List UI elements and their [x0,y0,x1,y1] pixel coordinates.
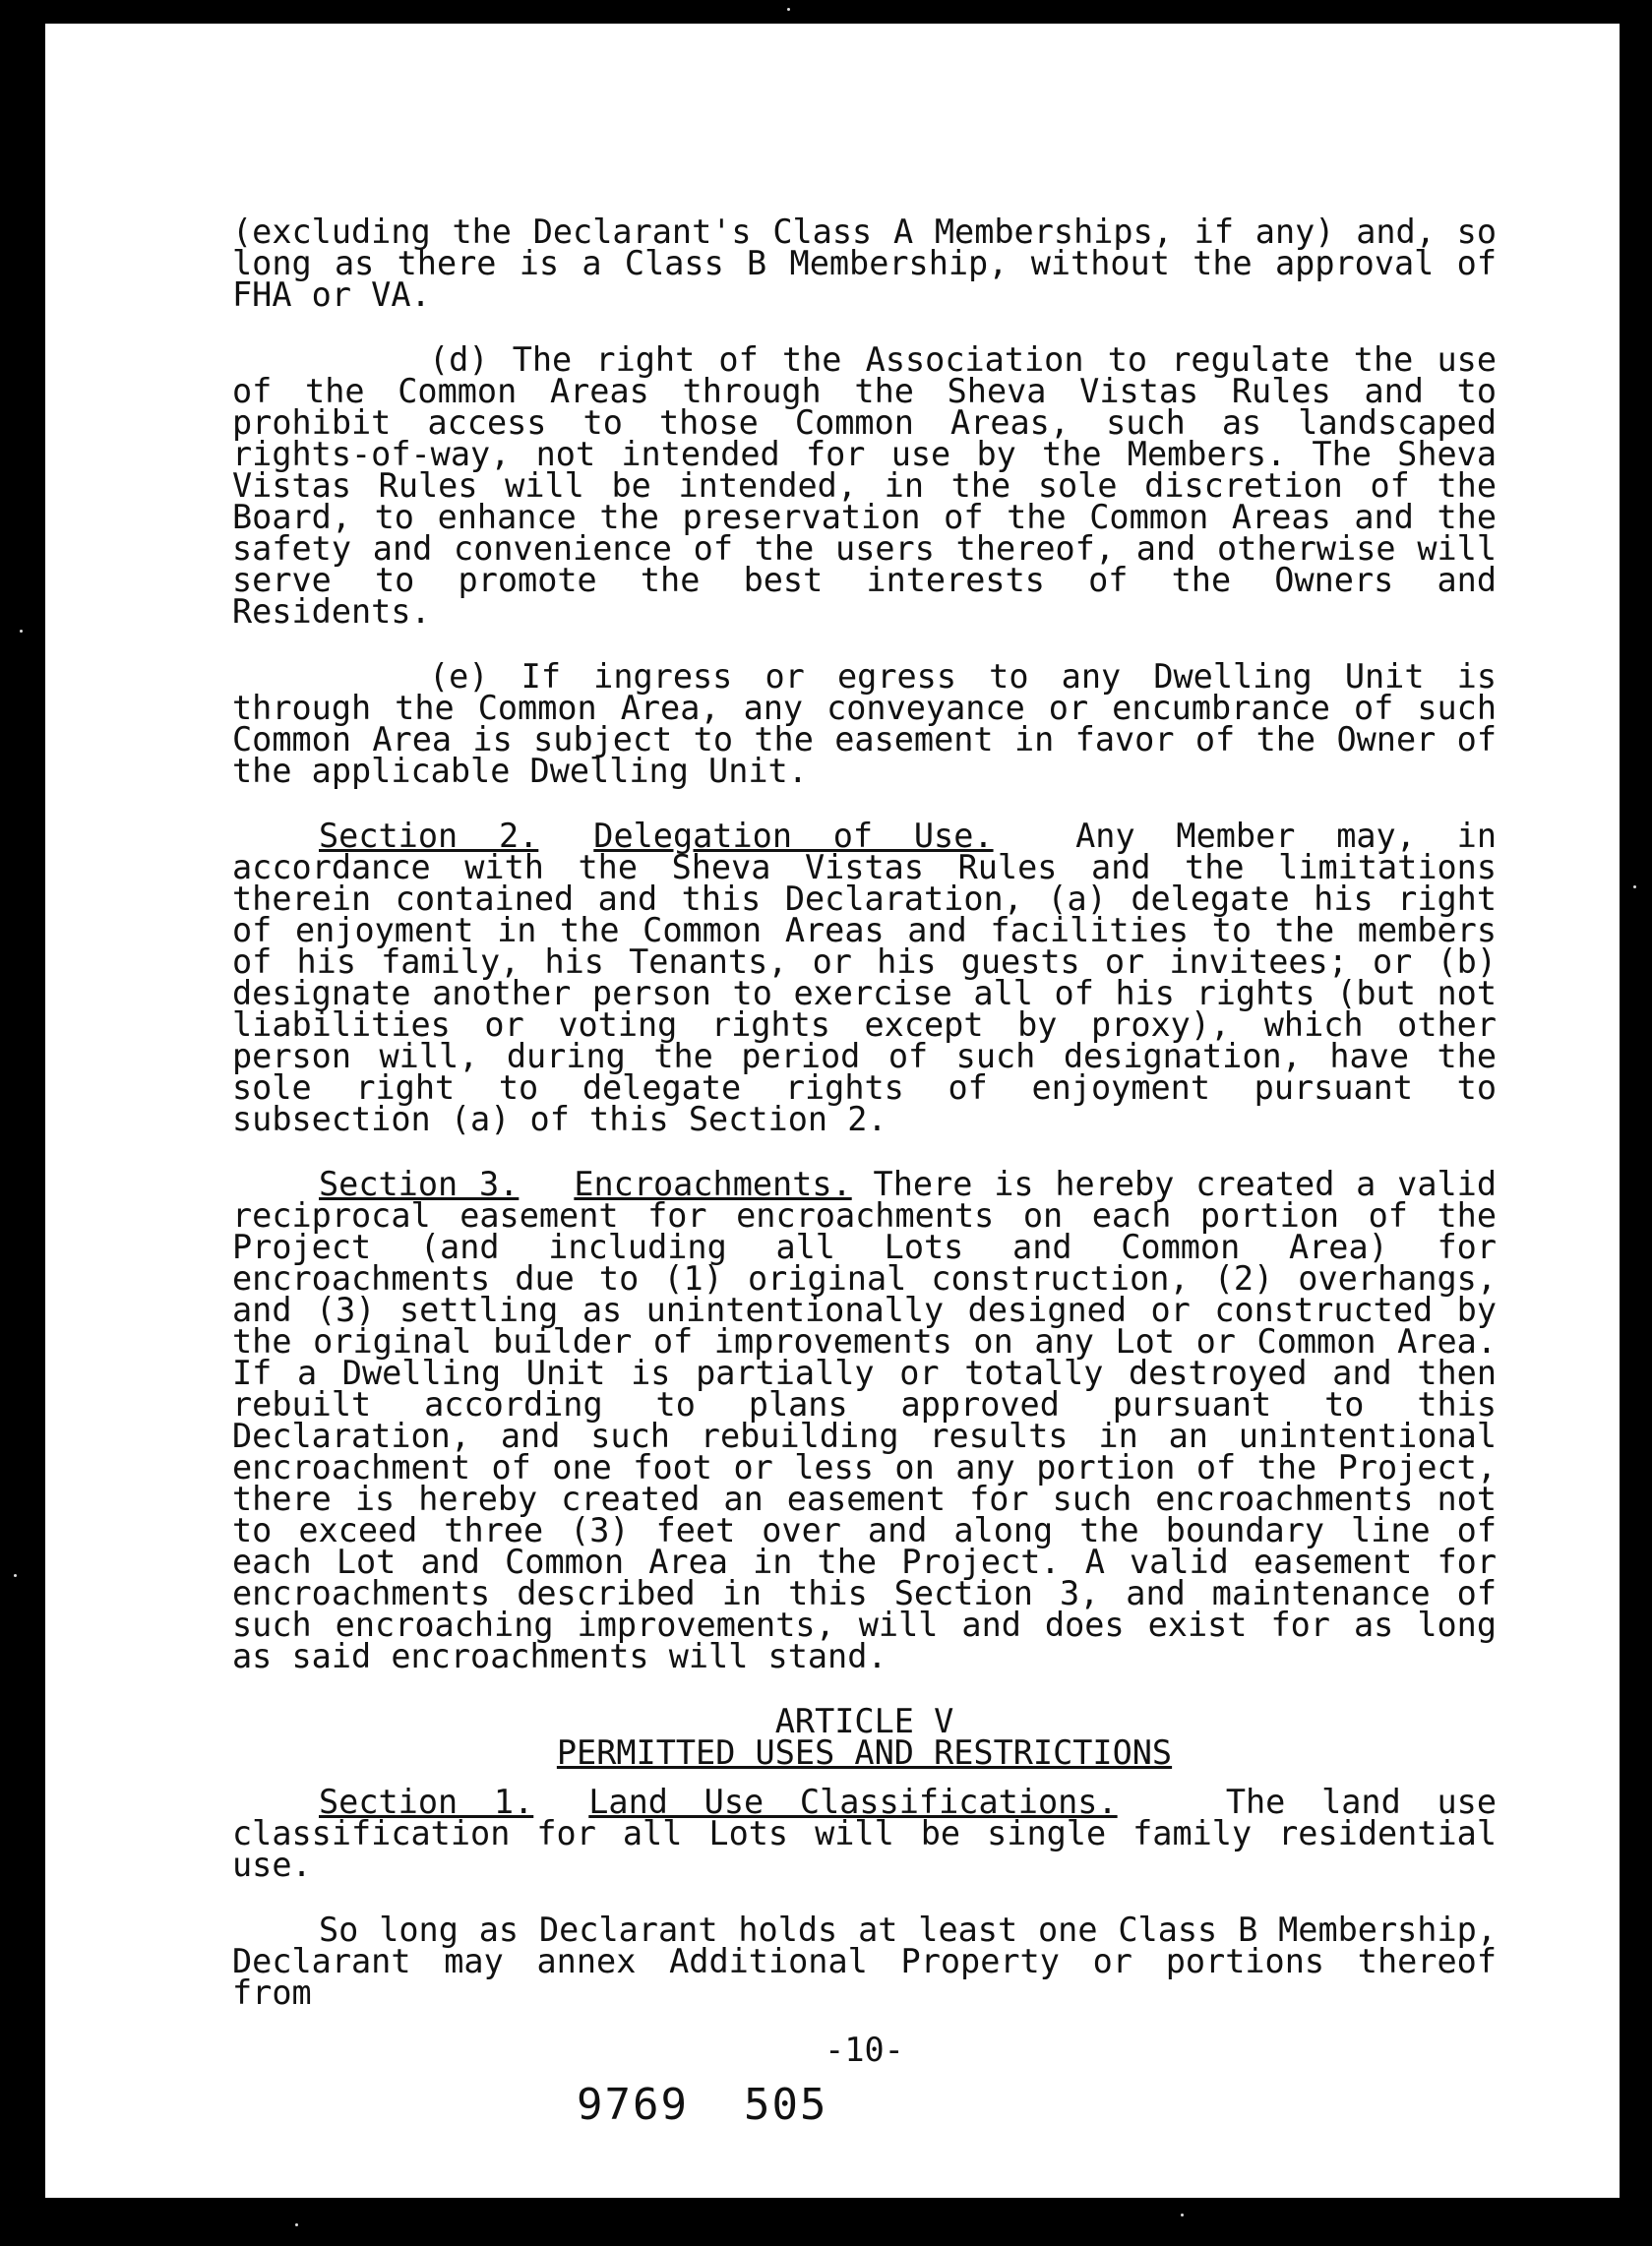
scan-speck [14,1574,17,1577]
article-section-1-title: Land Use Classifications. [588,1783,1118,1821]
section-2-heading: Section 2. [319,817,539,855]
paragraph-e: (e) If ingress or egress to any Dwelling Unit is through the Common Area, any conveyance or encumbrance of such Common Area is subject to the easement in favor of the Owner of the applicable Dwelling Unit. [232,657,1497,790]
paragraph-continuation: (excluding the Declarant's Class A Memberships, if any) and, so long as there is a Class B Membership, without the approval of FHA or VA. [232,212,1497,314]
scan-speck [20,630,23,633]
section-3-heading: Section 3. [319,1165,520,1203]
article-section-1-heading: Section 1. [319,1783,534,1821]
section-3-paragraph [232,1165,1498,1675]
bates-number-right: 505 [743,2080,828,2130]
article-section-1-paragraph [232,1783,1498,1884]
scan-speck [295,2223,298,2226]
section-3-title: Encroachments. [574,1165,852,1203]
section-2-paragraph [232,817,1497,1138]
section-2-body: Any Member may, in accordance with the Sheva Vistas Rules and the limitations therein contained and this Declaration, (a) delegate his right of enjoyment in the Common Areas and facilities to the members of his family, his Tenants, or his guests or invitees; or (b) designate another person to exercise all of his rights (but not liabilities or voting rights except by proxy), which other person will, during the period of such designation, have the sole right to delegate rights of enjoyment pursuant to subsection (a) of this Section 2. [232,817,1497,1138]
article-title: PERMITTED USES AND RESTRICTIONS [556,1733,1173,1772]
article-heading-block [232,1702,1497,1772]
scan-speck [1633,885,1636,888]
paragraph-final: So long as Declarant holds at least one Class B Membership, Declarant may annex Additional Property or portions thereof from [232,1911,1497,2012]
bates-number-left: 9769 [577,2080,689,2130]
scan-speck [787,8,790,11]
document-page [45,24,1620,2198]
bates-number [577,2080,827,2130]
article-number: ARTICLE V [774,1702,954,1740]
paragraph-d: (d) The right of the Association to regulate the use of the Common Areas through the Sheva Vistas Rules and to prohibit access to those Common Areas, such as landscaped rights-of-way, not intended for use by the Members. The Sheva Vistas Rules will be intended, in the sole discretion of the Board, to enhance the preservation of the Common Areas and the safety and convenience of the users thereof, and otherwise will serve to promote the best interests of the Owners and Residents. [232,340,1497,631]
section-3-body: There is hereby created a valid reciprocal easement for encroachments on each portion of the Project (and including all Lots and Common Area) for encroachments due to (1) original construction, (2) overhangs, and (3) settling as unintentionally designed or constructed by the original builder of improvements on any Lot or Common Area. If a Dwelling Unit is partially or totally destroyed and then rebuilt according to plans approved pursuant to this Declaration, and such rebuilding results in an unintentional encroachment of one foot or less on any portion of the Project, there is hereby created an easement for such encroachments not to exceed three (3) feet over and along the boundary line of each Lot and Common Area in the Project. A valid easement for encroachments described in this Section 3, and maintenance of such encroaching improvements, will and does exist for as long as said encroachments will stand. [232,1165,1498,1675]
article-section-1-body: The land use classification for all Lots will be single family residential use. [232,1783,1498,1884]
page-number: -10- [825,2031,904,2069]
document-body [232,212,1498,2099]
section-2-title: Delegation of Use. [593,817,994,855]
scan-speck [1181,2214,1184,2216]
